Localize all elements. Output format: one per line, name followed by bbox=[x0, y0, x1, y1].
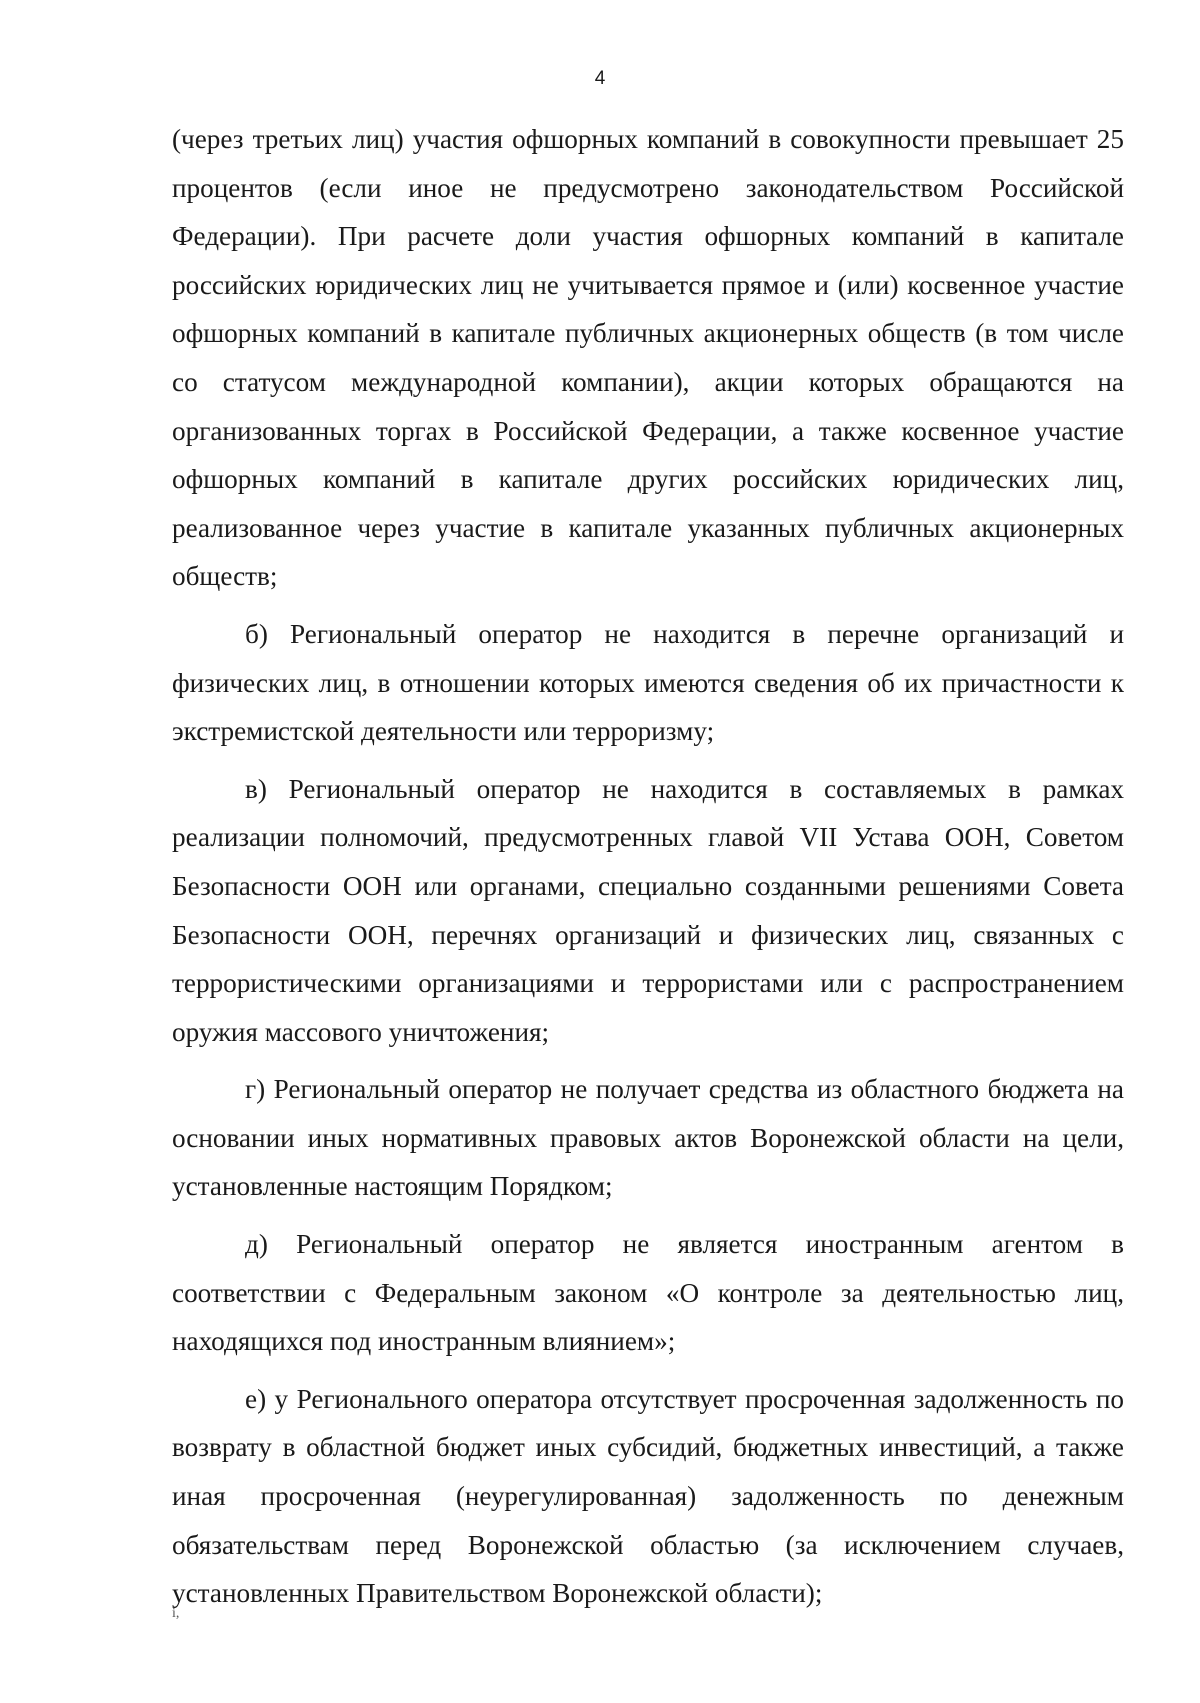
paragraph-continuation: (через третьих лиц) участия офшорных компаний в совокупности превышает 25 процентов (если иное не предусмотрено законодательством Российской Федерации). При расчете доли участия офшорных компаний в капитале российских юридических лиц не учитывается прямое и (или) косвенное участие офшорных компаний в капитале публичных акционерных обществ (в том числе со статусом международной компании), акции которых обращаются на организованных торгах в Российской Федерации, а также косвенное участие офшорных компаний в капитале других российских юридических лиц, реализованное через участие в капитале указанных публичных акционерных обществ; bbox=[172, 124, 1124, 592]
scan-footer-mark: i, bbox=[172, 1606, 180, 1621]
document-body bbox=[172, 115, 1124, 1618]
page-number: 4 bbox=[594, 68, 606, 89]
paragraph-item-e: е) у Регионального оператора отсутствует просроченная задолженность по возврату в областной бюджет иных субсидий, бюджетных инвестиций, а также иная просроченная (неурегулированная) задолженность по денежным обязательствам перед Воронежской областью (за исключением случаев, установленных Правительством Воронежской области); bbox=[172, 1383, 1124, 1609]
paragraph-item-b: б) Региональный оператор не находится в перечне организаций и физических лиц, в отношении которых имеются сведения об их причастности к экстремистской деятельности или терроризму; bbox=[172, 618, 1124, 747]
paragraph-item-v: в) Региональный оператор не находится в составляемых в рамках реализации полномочий, предусмотренных главой VII Устава ООН, Советом Безопасности ООН или органами, специально созданными решениями Совета Безопасности ООН, перечнях организаций и физических лиц, связанных с террористическими организациями и террористами или с распространением оружия массового уничтожения; bbox=[172, 773, 1124, 1047]
paragraph-item-d: д) Региональный оператор не является иностранным агентом в соответствии с Федеральным законом «О контроле за деятельностью лиц, находящихся под иностранным влиянием»; bbox=[172, 1229, 1124, 1357]
paragraph-item-g: г) Региональный оператор не получает средства из областного бюджета на основании иных нормативных правовых актов Воронежской области на цели, установленные настоящим Порядком; bbox=[172, 1074, 1124, 1202]
